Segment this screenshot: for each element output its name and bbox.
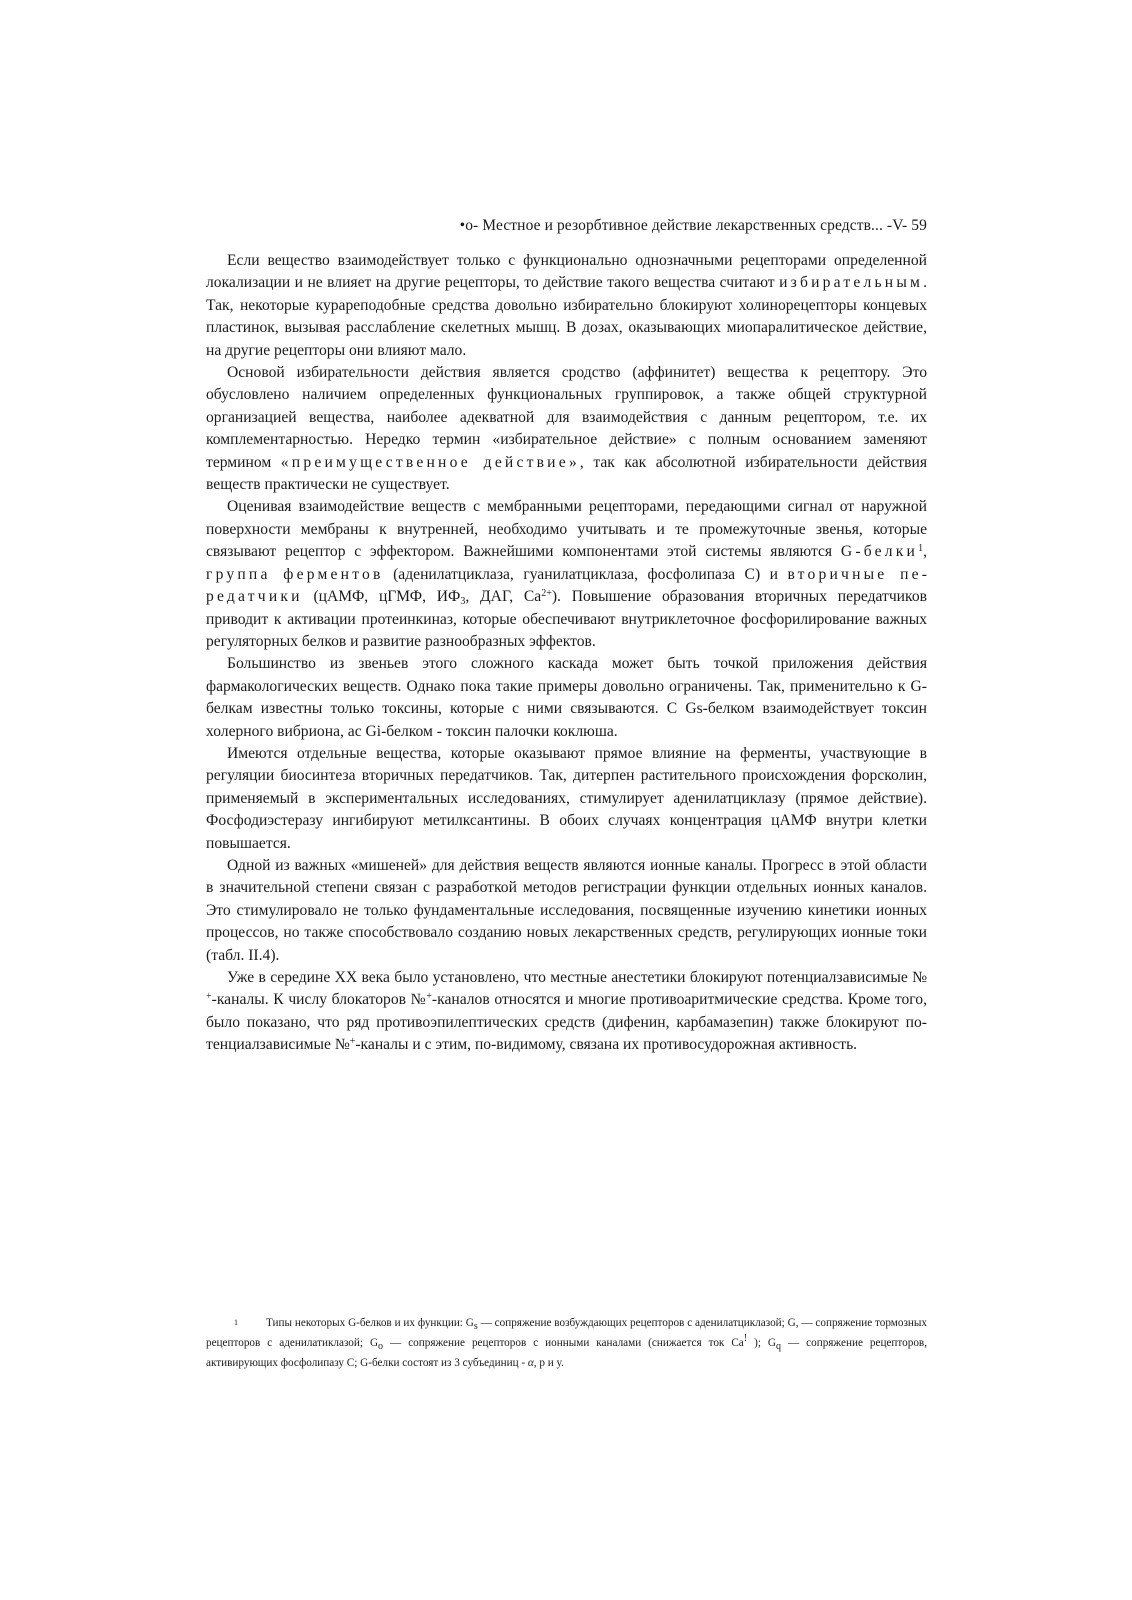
subscript: 3 bbox=[460, 596, 466, 608]
paragraph-1 bbox=[206, 250, 927, 362]
footnote-ref: 1 bbox=[918, 543, 924, 555]
subscript: s bbox=[473, 1321, 478, 1332]
text-run: -каналы и с этим, по-видимому, связана их противосудорожная активность. bbox=[355, 1036, 858, 1054]
paragraph-5: Имеются отдельные вещества, которые оказывают прямое влияние на ферменты, участвующие в регуляции биосинтеза вторичных передатчиков. Так, дитерпен растительного происхождения форсколин, применяемый в экспериментальных исследованиях, стимулирует аденилатциклазу (прямое действие). Фосфодиэстеразу ингибируют метилксантины. В обоих случаях концентрация цАМФ внутри клетки повышается. bbox=[206, 744, 927, 852]
text-run: — сопряжение возбуждающих рецепторов с аденилатциклазой; G, — сопряжение тормозных рецепторов с аденилатиклазой; G bbox=[206, 1317, 927, 1349]
text-run: , так как абсолютной избирательности действия веществ практически не существует. bbox=[206, 453, 927, 494]
text-run: . Так, некоторые курареподобные средства довольно избирательно блокируют холинорецепторы концевых пластинок, вызывая расслабление скелетных мышц. В дозах, оказывающих миопаралитическое действие, на другие рецепторы они влияют мало. bbox=[206, 274, 927, 359]
text-run: — сопряжение рецепторов, активирующих фосфолипазу С; G-белки состоят из 3 субъединиц - bbox=[206, 1337, 927, 1369]
spaced-term: «преимущественное действие» bbox=[280, 453, 580, 471]
superscript: + bbox=[206, 991, 212, 1003]
paragraph-4: Большинство из звеньев этого сложного каскада может быть точкой приложения действия фармакологических веществ. Однако пока такие примеры довольно ограничены. Так, применительно к G-белкам известны только токсины, которые с ними связываются. С Gs-белком взаимодействует токсин холерного вибриона, ас Gi-белком - токсин палочки коклюша. bbox=[206, 655, 927, 740]
footnote-mark: 1 bbox=[234, 1318, 238, 1327]
text-run: Основой избирательности действия является сродство (аффинитет) вещества к рецептору. Это обусловлено наличием определенных функциональных группировок, а также общей структурной организацией вещества, наиболее адекватной для взаимодействия с данным рецептором, т.е. их комплементарностью. Нередко термин «избирательное действие» с полным основанием заменяют термином bbox=[206, 364, 927, 471]
superscript: + bbox=[426, 991, 432, 1003]
subscript: q bbox=[776, 1341, 781, 1352]
text-run: Уже в середине XX века было установлено, что местные анестетики блокируют потенциалзависимые № bbox=[227, 969, 927, 986]
spaced-term: G-белки bbox=[840, 543, 919, 561]
superscript: 2+ bbox=[541, 588, 552, 600]
footnote-text bbox=[206, 1313, 927, 1373]
text-run: — сопряжение рецепторов с ионными каналами (снижается ток Са bbox=[383, 1337, 744, 1349]
text-run: , р и у. bbox=[533, 1357, 564, 1369]
spaced-term: вторичные передатчики bbox=[206, 565, 927, 606]
text-run: Если вещество взаимодействует только с функционально однозначными рецепторами определенной локализации и не влияет на другие рецепторы, то действие такого вещества считают bbox=[206, 252, 927, 292]
text-run: (цАМФ, цГМФ, ИФ bbox=[302, 588, 461, 606]
text-run: Типы некоторых G-белков и их функции: G bbox=[266, 1317, 474, 1329]
text-run: (аденилатциклаза, гуанилатциклаза, фосфолипаза С) и bbox=[383, 565, 788, 583]
running-header: •о- Местное и резорбтивное действие лекарственных средств... -V- 59 bbox=[459, 217, 927, 234]
superscript: ! bbox=[743, 1333, 748, 1344]
text-run: -каналы. К числу блокаторов № bbox=[211, 991, 427, 1009]
spaced-term: избирательным bbox=[779, 274, 924, 292]
spaced-term: группа ферментов bbox=[206, 565, 384, 583]
text-run: , bbox=[923, 543, 927, 561]
subscript: o bbox=[378, 1341, 384, 1352]
main-text bbox=[206, 250, 927, 1057]
superscript: + bbox=[349, 1036, 356, 1048]
paragraph-6: Одной из важных «мишеней» для действия веществ являются ионные каналы. Прогресс в этой области в значительной степени связан с разработкой методов регистрации функции отдельных ионных каналов. Это стимулировало не только фундаментальные исследования, посвященные изучению кинетики ионных процессов, но также способствовало созданию новых лекарственных средств, регулирующих ионные токи (табл. II.4). bbox=[206, 856, 927, 964]
text-run: , ДАГ, Са bbox=[465, 588, 542, 606]
text-run: ). Повышение образования вторичных передатчиков приводит к активации протеинкиназ, которые обеспечивают внутриклеточное фосфорилирование важных регуляторных белков и развитие разнообразных эффектов. bbox=[206, 588, 927, 650]
text-run: Оценивая взаимодействие веществ с мембранными рецепторами, передающими сигнал от наружной поверхности мембраны к внутренней, необходимо учитывать и те промежуточные звенья, которые связывают рецептор с эффектором. Важнейшими компонентами этой системы являются bbox=[206, 498, 927, 561]
footnote bbox=[206, 1313, 927, 1373]
paragraph-7 bbox=[206, 967, 927, 1057]
paragraph-2 bbox=[206, 362, 927, 496]
text-run: -каналов относятся и многие противоаритмические средства. Кроме того, было показано, что ряд противоэпилептических средств (дифенин, карбамазепин) также блокируют потенциалзависимые № bbox=[206, 991, 927, 1054]
greek-alpha: α bbox=[527, 1357, 534, 1369]
paragraph-3 bbox=[206, 496, 927, 653]
text-run: ); G bbox=[747, 1337, 776, 1349]
